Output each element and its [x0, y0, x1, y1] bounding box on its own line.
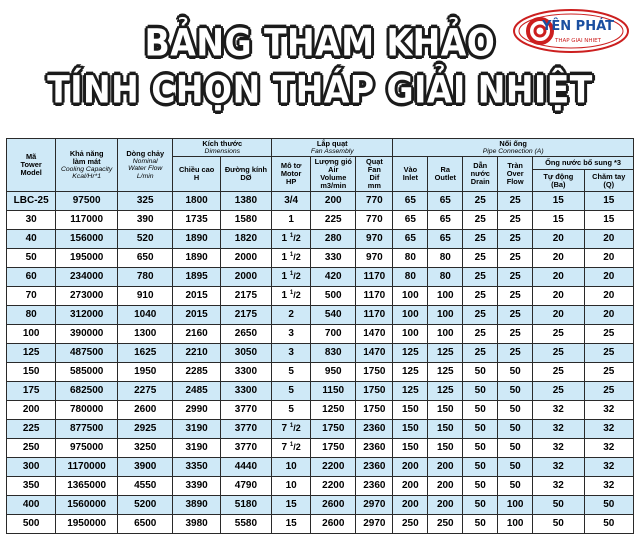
cell-model: 40: [7, 230, 56, 249]
table-body: [7, 192, 634, 534]
cell-makeup-auto: 25: [533, 363, 584, 382]
cell-height: 2015: [173, 287, 220, 306]
cell-motor: 10: [272, 477, 311, 496]
cell-air: 700: [311, 325, 356, 344]
cell-height: 3390: [173, 477, 220, 496]
table-row: [7, 363, 634, 382]
cell-diameter: 3050: [220, 344, 271, 363]
cell-fan-diff: 1750: [356, 363, 393, 382]
cell-air: 200: [311, 192, 356, 211]
cell-makeup-manual: 25: [584, 325, 634, 344]
cell-drain: 25: [463, 287, 498, 306]
th-height: Chiều cao H: [173, 157, 220, 192]
cell-model: 30: [7, 211, 56, 230]
cell-model: LBC-25: [7, 192, 56, 211]
table-row: [7, 287, 634, 306]
cell-makeup-manual: 25: [584, 363, 634, 382]
cell-capacity: 390000: [56, 325, 118, 344]
cell-outlet: 100: [428, 287, 463, 306]
cell-overflow: 25: [498, 211, 533, 230]
cell-capacity: 97500: [56, 192, 118, 211]
cell-capacity: 1170000: [56, 458, 118, 477]
cell-model: 70: [7, 287, 56, 306]
cell-diameter: 3770: [220, 401, 271, 420]
cell-outlet: 80: [428, 268, 463, 287]
cell-flow: 910: [117, 287, 172, 306]
table-row: [7, 306, 634, 325]
cell-outlet: 150: [428, 420, 463, 439]
title-line-2: TÍNH CHỌN THÁP GIẢI NHIỆT: [47, 67, 593, 112]
table-row: [7, 382, 634, 401]
cell-makeup-auto: 20: [533, 249, 584, 268]
cell-flow: 4550: [117, 477, 172, 496]
cell-diameter: 5580: [220, 515, 271, 534]
table-row: [7, 401, 634, 420]
cell-overflow: 50: [498, 401, 533, 420]
cell-makeup-auto: 32: [533, 477, 584, 496]
cell-diameter: 3770: [220, 420, 271, 439]
cell-makeup-auto: 50: [533, 496, 584, 515]
cell-outlet: 150: [428, 439, 463, 458]
cell-diameter: 2000: [220, 268, 271, 287]
cell-inlet: 125: [393, 363, 428, 382]
cell-height: 3890: [173, 496, 220, 515]
table-row: [7, 344, 634, 363]
cell-outlet: 200: [428, 496, 463, 515]
cell-air: 1250: [311, 401, 356, 420]
cell-height: 1735: [173, 211, 220, 230]
cell-diameter: 1820: [220, 230, 271, 249]
cell-drain: 25: [463, 249, 498, 268]
cell-fan-diff: 2360: [356, 439, 393, 458]
cell-makeup-manual: 50: [584, 496, 634, 515]
svg-text:YÊN PHÁT: YÊN PHÁT: [541, 19, 615, 34]
cell-overflow: 25: [498, 306, 533, 325]
cell-drain: 50: [463, 458, 498, 477]
cell-model: 125: [7, 344, 56, 363]
cell-fan-diff: 1470: [356, 325, 393, 344]
cell-fan-diff: 1170: [356, 287, 393, 306]
cell-motor: 5: [272, 401, 311, 420]
cell-overflow: 25: [498, 192, 533, 211]
cell-outlet: 150: [428, 401, 463, 420]
cell-diameter: 2650: [220, 325, 271, 344]
cell-overflow: 25: [498, 268, 533, 287]
cell-outlet: 100: [428, 306, 463, 325]
cell-overflow: 50: [498, 477, 533, 496]
th-cooling-capacity: Khả năng làm mát Cooling Capacity Kcal/Hr*1: [56, 139, 118, 192]
cell-capacity: 1560000: [56, 496, 118, 515]
cell-model: 225: [7, 420, 56, 439]
cell-makeup-auto: 20: [533, 268, 584, 287]
cell-capacity: 975000: [56, 439, 118, 458]
cell-makeup-manual: 20: [584, 287, 634, 306]
table-row: [7, 325, 634, 344]
cell-fan-diff: 1470: [356, 344, 393, 363]
th-outlet: Ra Outlet: [428, 157, 463, 192]
cell-air: 1150: [311, 382, 356, 401]
cell-fan-diff: 1170: [356, 306, 393, 325]
cooling-tower-spec-table: [6, 138, 634, 534]
cell-outlet: 125: [428, 363, 463, 382]
cell-model: 500: [7, 515, 56, 534]
cell-outlet: 200: [428, 458, 463, 477]
cell-drain: 25: [463, 211, 498, 230]
cell-capacity: 312000: [56, 306, 118, 325]
cell-motor: 1 $^1$/2: [272, 268, 311, 287]
cell-makeup-auto: 32: [533, 458, 584, 477]
cell-air: 1750: [311, 420, 356, 439]
cell-inlet: 80: [393, 249, 428, 268]
cell-overflow: 50: [498, 439, 533, 458]
cell-fan-diff: 970: [356, 249, 393, 268]
cell-diameter: 3300: [220, 382, 271, 401]
cell-height: 1895: [173, 268, 220, 287]
cell-motor: 1 $^1$/2: [272, 287, 311, 306]
cell-drain: 50: [463, 515, 498, 534]
th-drain: Dẫn nước Drain: [463, 157, 498, 192]
cell-overflow: 50: [498, 420, 533, 439]
cell-outlet: 200: [428, 477, 463, 496]
cell-overflow: 25: [498, 249, 533, 268]
cell-flow: 1040: [117, 306, 172, 325]
cell-flow: 3900: [117, 458, 172, 477]
cell-fan-diff: 970: [356, 230, 393, 249]
cell-inlet: 65: [393, 230, 428, 249]
cell-diameter: 1580: [220, 211, 271, 230]
cell-flow: 3250: [117, 439, 172, 458]
cell-makeup-manual: 32: [584, 458, 634, 477]
th-model: Mã Tower Model: [7, 139, 56, 192]
table-row: [7, 192, 634, 211]
cell-drain: 50: [463, 477, 498, 496]
cell-makeup-auto: 32: [533, 420, 584, 439]
cell-height: 3190: [173, 420, 220, 439]
cell-diameter: 2000: [220, 249, 271, 268]
cell-outlet: 100: [428, 325, 463, 344]
cell-flow: 5200: [117, 496, 172, 515]
cell-makeup-auto: 32: [533, 439, 584, 458]
cell-inlet: 100: [393, 306, 428, 325]
cell-flow: 6500: [117, 515, 172, 534]
cell-model: 175: [7, 382, 56, 401]
cell-drain: 50: [463, 439, 498, 458]
cell-flow: 520: [117, 230, 172, 249]
cell-inlet: 150: [393, 439, 428, 458]
table-header-row-1: [7, 139, 634, 157]
cell-flow: 650: [117, 249, 172, 268]
cell-overflow: 100: [498, 496, 533, 515]
cell-diameter: 3770: [220, 439, 271, 458]
th-makeup-auto: Tự động (Ba): [533, 170, 584, 192]
th-motor: Mô tơ Motor HP: [272, 157, 311, 192]
cell-diameter: 3300: [220, 363, 271, 382]
cell-makeup-manual: 32: [584, 401, 634, 420]
cell-flow: 2925: [117, 420, 172, 439]
cell-fan-diff: 2360: [356, 420, 393, 439]
cell-capacity: 117000: [56, 211, 118, 230]
cell-capacity: 1365000: [56, 477, 118, 496]
table-row: [7, 477, 634, 496]
table-row: [7, 230, 634, 249]
cell-fan-diff: 2970: [356, 496, 393, 515]
cell-makeup-manual: 20: [584, 268, 634, 287]
cell-diameter: 2175: [220, 306, 271, 325]
cell-motor: 15: [272, 515, 311, 534]
cell-air: 2600: [311, 496, 356, 515]
cell-flow: 1625: [117, 344, 172, 363]
cell-inlet: 65: [393, 211, 428, 230]
cell-air: 540: [311, 306, 356, 325]
cell-makeup-manual: 50: [584, 515, 634, 534]
th-makeup-manual: Chăm tay (Q): [584, 170, 634, 192]
cell-air: 2200: [311, 458, 356, 477]
cell-model: 200: [7, 401, 56, 420]
cell-makeup-auto: 20: [533, 230, 584, 249]
cell-inlet: 250: [393, 515, 428, 534]
cell-flow: 390: [117, 211, 172, 230]
cell-diameter: 5180: [220, 496, 271, 515]
th-makeup-group: Ống nước bổ sung *3: [533, 157, 634, 170]
cell-capacity: 585000: [56, 363, 118, 382]
cell-flow: 780: [117, 268, 172, 287]
cell-fan-diff: 770: [356, 192, 393, 211]
svg-text:THAP GIAI NHIET: THAP GIAI NHIET: [554, 38, 602, 44]
cell-fan-diff: 2970: [356, 515, 393, 534]
cell-drain: 25: [463, 192, 498, 211]
cell-model: 150: [7, 363, 56, 382]
cell-motor: 3: [272, 344, 311, 363]
cell-drain: 50: [463, 363, 498, 382]
th-diameter: Đường kính DØ: [220, 157, 271, 192]
th-fan-diff: Quạt Fan Dif mm: [356, 157, 393, 192]
cell-makeup-manual: 32: [584, 420, 634, 439]
cell-height: 2015: [173, 306, 220, 325]
cell-diameter: 2175: [220, 287, 271, 306]
th-fan-group: Lắp quạt Fan Assembly: [272, 139, 393, 157]
cell-motor: 2: [272, 306, 311, 325]
cell-inlet: 150: [393, 420, 428, 439]
cell-flow: 1950: [117, 363, 172, 382]
cell-inlet: 80: [393, 268, 428, 287]
cell-outlet: 65: [428, 192, 463, 211]
cell-diameter: 1380: [220, 192, 271, 211]
cell-motor: 1 $^1$/2: [272, 230, 311, 249]
cell-makeup-auto: 20: [533, 306, 584, 325]
cell-motor: 3: [272, 325, 311, 344]
cell-capacity: 487500: [56, 344, 118, 363]
cell-model: 100: [7, 325, 56, 344]
cell-makeup-manual: 32: [584, 439, 634, 458]
cell-overflow: 50: [498, 382, 533, 401]
cell-inlet: 65: [393, 192, 428, 211]
cell-diameter: 4440: [220, 458, 271, 477]
cell-outlet: 125: [428, 382, 463, 401]
cell-fan-diff: 1170: [356, 268, 393, 287]
cell-model: 250: [7, 439, 56, 458]
cell-diameter: 4790: [220, 477, 271, 496]
cell-height: 2160: [173, 325, 220, 344]
cell-height: 1890: [173, 230, 220, 249]
th-inlet: Vào Inlet: [393, 157, 428, 192]
cell-capacity: 877500: [56, 420, 118, 439]
cell-makeup-auto: 15: [533, 211, 584, 230]
cell-makeup-auto: 25: [533, 325, 584, 344]
cell-makeup-auto: 20: [533, 287, 584, 306]
cell-fan-diff: 2360: [356, 477, 393, 496]
cell-inlet: 100: [393, 287, 428, 306]
cell-air: 2600: [311, 515, 356, 534]
cell-inlet: 100: [393, 325, 428, 344]
table-row: [7, 249, 634, 268]
cell-inlet: 125: [393, 344, 428, 363]
cell-flow: 1300: [117, 325, 172, 344]
table-row: [7, 268, 634, 287]
cell-air: 225: [311, 211, 356, 230]
cell-model: 80: [7, 306, 56, 325]
cell-outlet: 65: [428, 230, 463, 249]
cell-height: 2285: [173, 363, 220, 382]
cell-fan-diff: 1750: [356, 382, 393, 401]
cell-drain: 50: [463, 382, 498, 401]
cell-flow: 325: [117, 192, 172, 211]
cell-overflow: 50: [498, 363, 533, 382]
cell-air: 420: [311, 268, 356, 287]
cell-flow: 2600: [117, 401, 172, 420]
cell-outlet: 250: [428, 515, 463, 534]
cell-drain: 50: [463, 401, 498, 420]
cell-makeup-manual: 20: [584, 230, 634, 249]
cell-makeup-auto: 32: [533, 401, 584, 420]
cell-air: 330: [311, 249, 356, 268]
cell-overflow: 25: [498, 287, 533, 306]
table-row: [7, 515, 634, 534]
cell-outlet: 80: [428, 249, 463, 268]
title-line-1: BẢNG THAM KHẢO: [144, 20, 496, 65]
cell-capacity: 273000: [56, 287, 118, 306]
cell-inlet: 200: [393, 496, 428, 515]
cell-makeup-manual: 20: [584, 249, 634, 268]
table-row: [7, 439, 634, 458]
cell-outlet: 65: [428, 211, 463, 230]
cell-height: 2210: [173, 344, 220, 363]
table-row: [7, 496, 634, 515]
table-row: [7, 420, 634, 439]
cell-fan-diff: 1750: [356, 401, 393, 420]
cell-height: 3980: [173, 515, 220, 534]
cell-overflow: 100: [498, 515, 533, 534]
cell-height: 2990: [173, 401, 220, 420]
cell-drain: 25: [463, 268, 498, 287]
cell-motor: 1: [272, 211, 311, 230]
th-air-volume: Lượng gió Air Volume m3/min: [311, 157, 356, 192]
cell-inlet: 125: [393, 382, 428, 401]
cell-height: 1800: [173, 192, 220, 211]
cell-motor: 7 $^1$/2: [272, 420, 311, 439]
cell-drain: 25: [463, 325, 498, 344]
cell-motor: 1 $^1$/2: [272, 249, 311, 268]
th-water-flow: Dòng chảy Nominal Water Flow L/min: [117, 139, 172, 192]
cell-makeup-manual: 15: [584, 192, 634, 211]
cell-capacity: 234000: [56, 268, 118, 287]
cell-motor: 5: [272, 363, 311, 382]
th-pipe-group: Nối ống Pipe Connection (A): [393, 139, 634, 157]
cell-fan-diff: 2360: [356, 458, 393, 477]
cell-makeup-auto: 25: [533, 382, 584, 401]
brand-logo: [512, 8, 630, 54]
cell-makeup-manual: 20: [584, 306, 634, 325]
cell-air: 830: [311, 344, 356, 363]
cell-air: 280: [311, 230, 356, 249]
th-overflow: Tràn Over Flow: [498, 157, 533, 192]
cell-capacity: 195000: [56, 249, 118, 268]
cell-capacity: 156000: [56, 230, 118, 249]
cell-motor: 7 $^1$/2: [272, 439, 311, 458]
cell-capacity: 1950000: [56, 515, 118, 534]
cell-model: 50: [7, 249, 56, 268]
cell-drain: 25: [463, 306, 498, 325]
cell-capacity: 780000: [56, 401, 118, 420]
table-row: [7, 458, 634, 477]
cell-drain: 25: [463, 230, 498, 249]
cell-drain: 50: [463, 420, 498, 439]
cell-drain: 25: [463, 344, 498, 363]
cell-model: 400: [7, 496, 56, 515]
cell-flow: 2275: [117, 382, 172, 401]
spec-table-wrapper: [6, 138, 634, 534]
cell-overflow: 25: [498, 325, 533, 344]
th-dimensions-group: Kích thước Dimensions: [173, 139, 272, 157]
cell-makeup-manual: 15: [584, 211, 634, 230]
cell-motor: 5: [272, 382, 311, 401]
cell-air: 950: [311, 363, 356, 382]
cell-makeup-manual: 25: [584, 344, 634, 363]
cell-overflow: 25: [498, 230, 533, 249]
cell-motor: 10: [272, 458, 311, 477]
cell-makeup-auto: 50: [533, 515, 584, 534]
cell-height: 3350: [173, 458, 220, 477]
cell-makeup-auto: 25: [533, 344, 584, 363]
cell-fan-diff: 770: [356, 211, 393, 230]
cell-height: 2485: [173, 382, 220, 401]
cell-air: 1750: [311, 439, 356, 458]
cell-model: 60: [7, 268, 56, 287]
cell-capacity: 682500: [56, 382, 118, 401]
cell-inlet: 200: [393, 477, 428, 496]
cell-inlet: 150: [393, 401, 428, 420]
cell-motor: 3/4: [272, 192, 311, 211]
cell-overflow: 50: [498, 458, 533, 477]
cell-inlet: 200: [393, 458, 428, 477]
cell-model: 350: [7, 477, 56, 496]
cell-makeup-manual: 32: [584, 477, 634, 496]
table-row: [7, 211, 634, 230]
cell-air: 500: [311, 287, 356, 306]
cell-makeup-manual: 25: [584, 382, 634, 401]
cell-drain: 50: [463, 496, 498, 515]
cell-outlet: 125: [428, 344, 463, 363]
cell-height: 1890: [173, 249, 220, 268]
cell-makeup-auto: 15: [533, 192, 584, 211]
cell-overflow: 25: [498, 344, 533, 363]
cell-model: 300: [7, 458, 56, 477]
cell-air: 2200: [311, 477, 356, 496]
cell-height: 3190: [173, 439, 220, 458]
cell-motor: 15: [272, 496, 311, 515]
